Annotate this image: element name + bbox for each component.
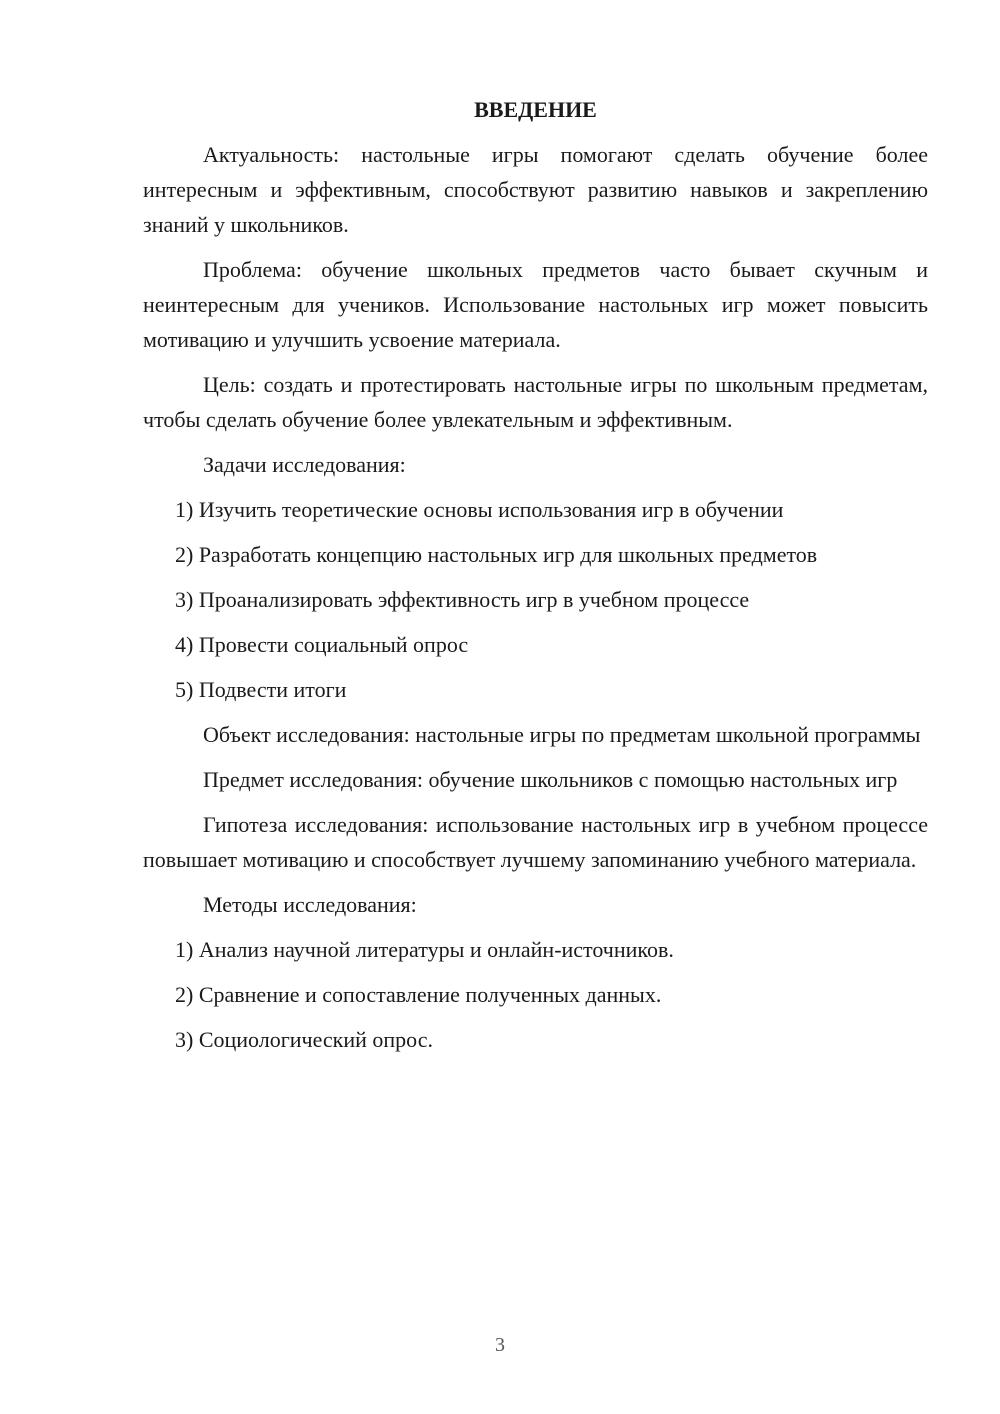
problem-paragraph: Проблема: обучение школьных предметов часто бывает скучным и неинтересным для учеников. Использование настольных игр может повысить мотивацию и улучшить усвоение материала.	[143, 257, 928, 352]
actuality-paragraph: Актуальность: настольные игры помогают сделать обучение более интересным и эффективным, способствуют развитию навыков и закреплению знаний у школьников.	[143, 142, 928, 237]
tasks-heading: Задачи исследования:	[203, 452, 406, 477]
methods-list	[143, 932, 928, 1057]
tasks-list	[143, 492, 928, 707]
task-item: 4) Провести социальный опрос	[175, 632, 469, 657]
method-item: 2) Сравнение и сопоставление полученных данных.	[175, 982, 662, 1007]
task-item: 2) Разработать концепцию настольных игр для школьных предметов	[175, 542, 818, 567]
task-item: 1) Изучить теоретические основы использования игр в обучении	[175, 497, 784, 522]
section-title: ВВЕДЕНИЕ	[474, 97, 597, 122]
method-item: 3) Социологический опрос.	[175, 1027, 433, 1052]
page-content	[143, 95, 928, 1067]
methods-heading: Методы исследования:	[203, 892, 417, 917]
task-item: 3) Проанализировать эффективность игр в учебном процессе	[175, 587, 750, 612]
object-paragraph: Объект исследования: настольные игры по предметам школьной программы	[203, 722, 921, 747]
page-number: 3	[495, 1334, 505, 1356]
task-item: 5) Подвести итоги	[175, 677, 347, 702]
hypothesis-paragraph: Гипотеза исследования: использование настольных игр в учебном процессе повышает мотивацию и способствует лучшему запоминанию учебного материала.	[143, 812, 928, 872]
subject-paragraph: Предмет исследования: обучение школьников с помощью настольных игр	[203, 767, 898, 792]
goal-paragraph: Цель: создать и протестировать настольные игры по школьным предметам, чтобы сделать обучение более увлекательным и эффективным.	[143, 372, 928, 432]
method-item: 1) Анализ научной литературы и онлайн-источников.	[175, 937, 674, 962]
